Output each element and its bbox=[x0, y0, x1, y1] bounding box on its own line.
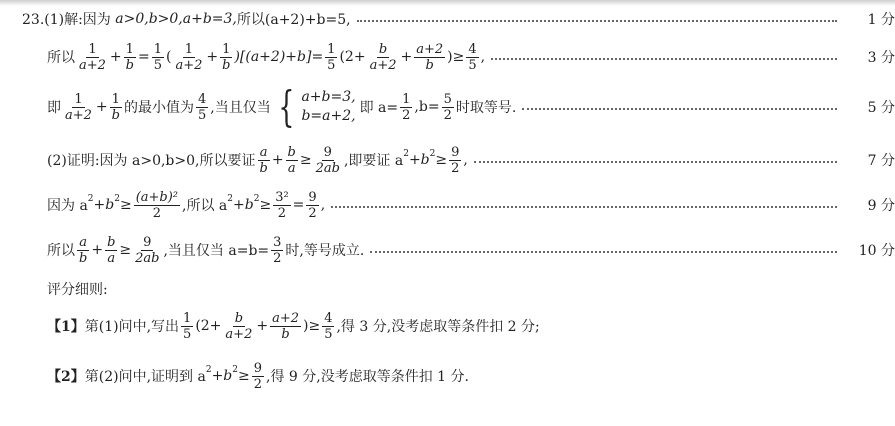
numerator: 9 bbox=[308, 189, 317, 205]
text: (2)证明:因为 a>0,b>0,所以要证 bbox=[47, 153, 256, 169]
fraction bbox=[223, 312, 254, 341]
fraction bbox=[400, 93, 412, 122]
denominator: a+2 bbox=[65, 107, 92, 123]
numerator: 1 bbox=[184, 41, 194, 57]
solution-line-5 bbox=[0, 185, 895, 225]
fraction bbox=[220, 43, 232, 72]
text: 第(2)问中,证明到 a bbox=[84, 369, 206, 385]
numerator: 4 bbox=[324, 310, 333, 326]
solution-line-1 bbox=[0, 8, 895, 30]
fraction bbox=[414, 43, 445, 72]
text: ,当且仅当 bbox=[210, 100, 271, 116]
fraction bbox=[286, 146, 298, 175]
exponent: 2 bbox=[403, 149, 409, 159]
operator: + bbox=[256, 318, 269, 334]
fraction bbox=[110, 93, 122, 122]
denominator: 2 bbox=[402, 107, 411, 123]
denominator: b bbox=[222, 57, 231, 73]
denominator: 5 bbox=[153, 57, 162, 73]
exponent: 2 bbox=[87, 194, 94, 204]
numerator: a bbox=[259, 144, 268, 160]
text: ,得 9 分,没考虑取等条件扣 1 分. bbox=[266, 369, 469, 385]
denominator: 2 bbox=[277, 205, 287, 221]
numerator: 3² bbox=[275, 189, 289, 205]
numerator: 3 bbox=[273, 234, 282, 250]
equation-system bbox=[301, 88, 355, 126]
denominator: b bbox=[281, 326, 290, 342]
score-label: 9 分 bbox=[867, 198, 895, 214]
exponent: 2 bbox=[227, 194, 234, 204]
punctuation: , bbox=[463, 152, 468, 168]
exponent: 2 bbox=[253, 194, 260, 204]
numerator: 1 bbox=[88, 41, 97, 57]
sum-text: 所以(a+2)+b=5, bbox=[236, 12, 351, 28]
numerator: b bbox=[107, 234, 116, 250]
operator: + bbox=[271, 152, 284, 168]
rule-marker: 【1】 bbox=[47, 319, 85, 335]
fraction bbox=[196, 93, 208, 122]
numerator: 9 bbox=[323, 144, 332, 160]
fraction bbox=[77, 43, 108, 72]
numerator: b bbox=[234, 310, 244, 326]
denominator: 5 bbox=[324, 326, 333, 342]
fraction bbox=[368, 43, 399, 72]
fraction bbox=[314, 146, 342, 175]
text: 即 bbox=[47, 100, 61, 116]
rule-marker: 【2】 bbox=[47, 369, 85, 385]
operator: ≥ bbox=[238, 368, 250, 384]
grading-rules-heading: 评分细则: bbox=[47, 282, 108, 298]
expression: +b bbox=[408, 152, 430, 168]
problem-intro: 23.(1)解:因为 bbox=[22, 12, 116, 28]
denominator: 2 bbox=[152, 205, 161, 221]
operator: = bbox=[137, 49, 150, 65]
text: 因为 a bbox=[47, 198, 88, 214]
denominator: b bbox=[425, 57, 434, 73]
operator: ≥ bbox=[435, 152, 448, 168]
text: ,当且仅当 a=b= bbox=[163, 243, 270, 259]
fraction bbox=[273, 191, 290, 220]
leader-dots bbox=[331, 206, 837, 208]
fraction bbox=[152, 43, 164, 72]
fraction bbox=[449, 146, 461, 175]
grading-rule-1 bbox=[0, 306, 895, 346]
denominator: 2 bbox=[253, 376, 263, 392]
grading-rules-heading-row bbox=[0, 278, 895, 300]
numerator: b bbox=[378, 41, 388, 57]
expression: +b bbox=[93, 197, 115, 213]
denominator: a+2 bbox=[79, 57, 106, 73]
denominator: b bbox=[259, 160, 268, 176]
numerator: a bbox=[79, 234, 88, 250]
expression: (2+ bbox=[195, 318, 222, 334]
left-brace: { bbox=[278, 82, 295, 131]
paren: ( bbox=[166, 49, 172, 65]
denominator: a+2 bbox=[175, 57, 203, 73]
equation: b=a+2, bbox=[301, 108, 356, 124]
score-label: 3 分 bbox=[867, 50, 895, 66]
fraction bbox=[322, 312, 334, 341]
fraction bbox=[271, 236, 283, 265]
solution-line-2 bbox=[0, 37, 895, 77]
denominator: a bbox=[287, 160, 296, 176]
denominator: b bbox=[111, 107, 120, 123]
text: 的最小值为 bbox=[123, 100, 194, 116]
numerator: 4 bbox=[197, 91, 207, 107]
exponent: 2 bbox=[429, 149, 436, 159]
solution-line-3 bbox=[0, 82, 895, 132]
fraction bbox=[466, 43, 478, 72]
text: 时,等号成立. bbox=[285, 243, 365, 259]
operator: + bbox=[91, 242, 104, 258]
numerator: 1 bbox=[327, 41, 336, 57]
denominator: b bbox=[125, 57, 134, 73]
numerator: 1 bbox=[183, 310, 192, 326]
text: ,得 3 分,没考虑取等条件扣 2 分; bbox=[336, 319, 540, 335]
fraction bbox=[306, 191, 318, 220]
operator: = bbox=[292, 197, 305, 213]
denominator: 5 bbox=[197, 107, 207, 123]
leader-dots bbox=[491, 58, 837, 60]
score-label: 1 分 bbox=[867, 12, 895, 28]
numerator: a+2 bbox=[416, 41, 444, 57]
denominator: 5 bbox=[468, 57, 477, 73]
fraction bbox=[124, 43, 136, 72]
text: 时取等号. bbox=[455, 100, 517, 116]
text: 所以 bbox=[47, 243, 75, 259]
expression: +b bbox=[211, 368, 233, 384]
fraction bbox=[105, 236, 117, 265]
fraction bbox=[442, 93, 454, 122]
numerator: 9 bbox=[451, 144, 460, 160]
leader-dots bbox=[370, 251, 837, 253]
denominator: 2 bbox=[443, 107, 452, 123]
numerator: 1 bbox=[402, 91, 411, 107]
operator: ≥ bbox=[259, 197, 272, 213]
operator: + bbox=[109, 49, 122, 65]
numerator: 1 bbox=[125, 41, 134, 57]
exponent: 2 bbox=[232, 365, 238, 375]
denominator: 2ab bbox=[135, 250, 160, 266]
operator: ≥ bbox=[119, 242, 132, 258]
denominator: a bbox=[107, 250, 116, 266]
leader-dots bbox=[522, 108, 837, 110]
denominator: 5 bbox=[327, 57, 336, 73]
numerator: b bbox=[287, 144, 296, 160]
fraction bbox=[133, 236, 161, 265]
operator: + bbox=[206, 49, 219, 65]
numerator: 1 bbox=[111, 91, 120, 107]
numerator: 4 bbox=[468, 41, 477, 57]
score-label: 5 分 bbox=[867, 100, 895, 116]
score-label: 10 分 bbox=[858, 243, 895, 259]
denominator: 2ab bbox=[315, 160, 340, 176]
text: ,所以 a bbox=[182, 198, 228, 214]
fraction bbox=[270, 312, 301, 341]
leader-dots bbox=[474, 161, 837, 163]
punctuation: , bbox=[320, 197, 326, 213]
denominator: 5 bbox=[183, 326, 192, 342]
fraction bbox=[181, 312, 193, 341]
numerator: 1 bbox=[74, 91, 83, 107]
top-edge-shadow bbox=[0, 0, 895, 6]
fraction bbox=[134, 191, 180, 220]
fraction bbox=[173, 43, 204, 72]
numerator: (a+b)² bbox=[135, 189, 179, 205]
leader-dots bbox=[357, 20, 837, 22]
numerator: a+2 bbox=[272, 310, 299, 326]
numerator: 5 bbox=[443, 91, 452, 107]
text: 第(1)问中,写出 bbox=[84, 319, 180, 335]
text: 即 a= bbox=[359, 100, 399, 116]
denominator: 2 bbox=[273, 250, 282, 266]
operator: ≥ bbox=[119, 197, 132, 213]
numerator: 1 bbox=[222, 41, 231, 57]
fraction bbox=[325, 43, 337, 72]
numerator: 9 bbox=[143, 234, 152, 250]
solution-line-6 bbox=[0, 230, 895, 270]
operator: )≥ bbox=[303, 318, 321, 334]
punctuation: , bbox=[480, 49, 486, 65]
denominator: b bbox=[79, 250, 88, 266]
denominator: 2 bbox=[308, 205, 317, 221]
expression: (2+ bbox=[339, 49, 366, 65]
condition-text: a>0,b>0,a+b=3, bbox=[115, 11, 237, 27]
text: ,即要证 a bbox=[343, 153, 404, 169]
exponent: 2 bbox=[114, 194, 120, 204]
numerator: 1 bbox=[153, 41, 162, 57]
expression: +b bbox=[233, 197, 254, 213]
expression: )[(a+2)+b]= bbox=[234, 49, 324, 65]
fraction bbox=[77, 236, 89, 265]
operator: + bbox=[95, 99, 108, 115]
solution-line-4 bbox=[0, 140, 895, 180]
exponent: 2 bbox=[205, 365, 212, 375]
operator: )≥ bbox=[447, 49, 465, 65]
fraction bbox=[257, 146, 269, 175]
equation: a+b=3, bbox=[301, 89, 356, 106]
operator: ≥ bbox=[299, 152, 312, 168]
text: 所以 bbox=[47, 50, 75, 66]
fraction bbox=[63, 93, 94, 122]
score-label: 7 分 bbox=[867, 153, 895, 169]
numerator: 9 bbox=[253, 360, 263, 376]
operator: + bbox=[400, 49, 413, 65]
text: ,b= bbox=[414, 99, 440, 115]
denominator: 2 bbox=[451, 160, 460, 176]
denominator: a+2 bbox=[225, 326, 253, 342]
fraction bbox=[252, 362, 264, 391]
grading-rule-2 bbox=[0, 356, 895, 396]
denominator: a+2 bbox=[369, 57, 397, 73]
